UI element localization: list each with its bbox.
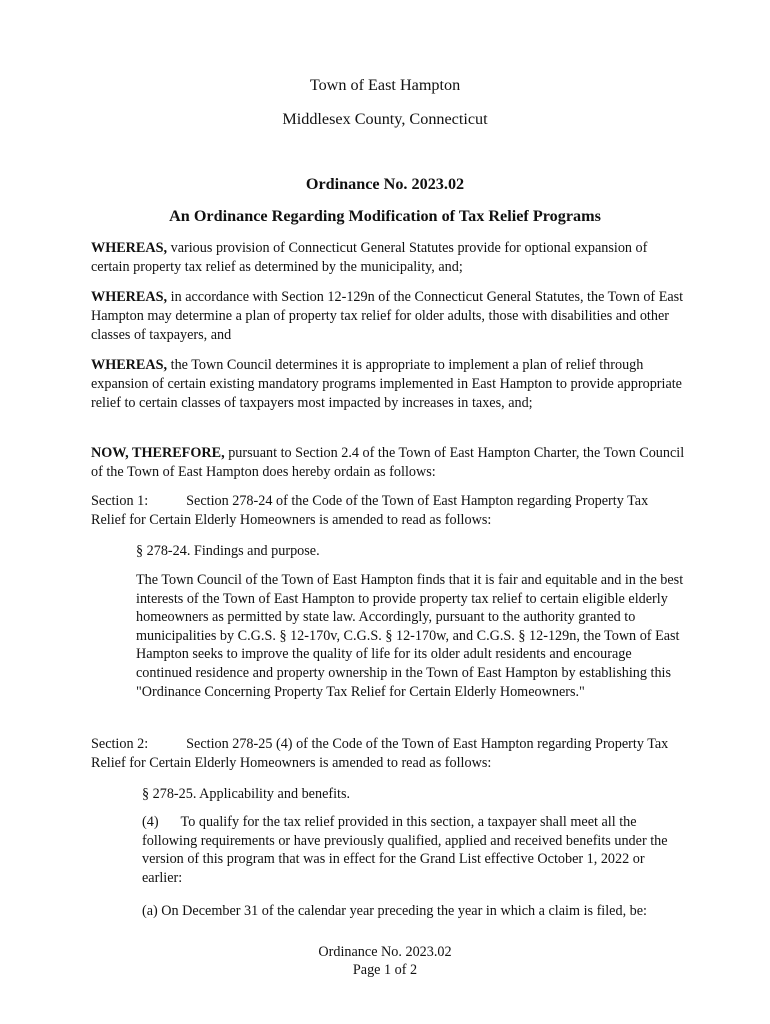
- whereas-paragraph-3: [91, 356, 686, 413]
- whereas-lead: WHEREAS,: [91, 289, 168, 305]
- whereas-text: various provision of Connecticut General Statutes provide for optional expansion of certain property tax relief as determined by the municipality, and;: [91, 240, 648, 275]
- section-1-body: The Town Council of the Town of East Hampton finds that it is fair and equitable and in the best interests of the Town of East Hampton to provide property tax relief to certain eligible elderly homeowners as permitted by state law. Accordingly, pursuant to the authority granted to municipalities by C.G.S. § 12-170v, C.G.S. § 12-170w, and C.G.S. § 12-129n, the Town of East Hampton seeks to improve the quality of life for its older adult residents and encourage continued residence and property ownership in the Town of East Hampton by establishing this "Ordinance Concerning Property Tax Relief for Certain Elderly Homeowners.": [136, 572, 684, 700]
- ordinance-number: Ordinance No. 2023.02: [305, 175, 465, 193]
- whereas-lead: WHEREAS,: [91, 357, 168, 373]
- footer-ordinance-number: Ordinance No. 2023.02: [318, 944, 452, 960]
- now-therefore-lead: NOW, THEREFORE,: [91, 445, 225, 461]
- section-2-paragraph: [91, 735, 686, 773]
- section-2-sub-item-a: (a) On December 31 of the calendar year preceding the year in which a claim is filed, be:: [142, 903, 648, 919]
- now-therefore-paragraph: [91, 444, 686, 482]
- section-2-heading: § 278-25. Applicability and benefits.: [142, 786, 351, 802]
- whereas-text: in accordance with Section 12-129n of the Connecticut General Statutes, the Town of East Hampton may determine a plan of property tax relief for older adults, those with disabilities and other classes of taxpayers, and: [91, 289, 684, 343]
- footer-page-number: Page 1 of 2: [352, 962, 418, 978]
- county-name: Middlesex County, Connecticut: [282, 110, 488, 128]
- section-1-paragraph: [91, 492, 686, 530]
- town-name: Town of East Hampton: [309, 76, 461, 94]
- item-text: To qualify for the tax relief provided in this section, a taxpayer shall meet all the following requirements or have previously qualified, applied and received benefits under the version of this program that was in effect for the Grand List effective October 1, 2022 or earlier:: [142, 814, 668, 886]
- ordinance-title: An Ordinance Regarding Modification of Tax Relief Programs: [169, 207, 601, 225]
- whereas-paragraph-1: [91, 239, 686, 277]
- page-footer: [0, 943, 770, 979]
- item-number: (4): [142, 814, 159, 830]
- whereas-lead: WHEREAS,: [91, 240, 168, 256]
- section-2-text: Section 278-25 (4) of the Code of the Town of East Hampton regarding Property Tax Relief for Certain Elderly Homeowners is amended to read as follows:: [91, 736, 669, 771]
- section-1-text: Section 278-24 of the Code of the Town of East Hampton regarding Property Tax Relief for Certain Elderly Homeowners is amended to read as follows:: [91, 493, 649, 528]
- whereas-paragraph-2: [91, 288, 686, 345]
- section-2-label: Section 2:: [91, 736, 149, 752]
- now-therefore-text: pursuant to Section 2.4 of the Town of East Hampton Charter, the Town Council of the Town of East Hampton does hereby ordain as follows:: [91, 445, 685, 480]
- whereas-text: the Town Council determines it is appropriate to implement a plan of relief through expansion of certain existing mandatory programs implemented in East Hampton to provide appropriate relief to certain classes of taxpayers most impacted by increases in taxes, and;: [91, 357, 682, 411]
- section-1-label: Section 1:: [91, 493, 149, 509]
- section-2-item-4: [142, 813, 687, 887]
- section-1-heading: § 278-24. Findings and purpose.: [136, 543, 320, 559]
